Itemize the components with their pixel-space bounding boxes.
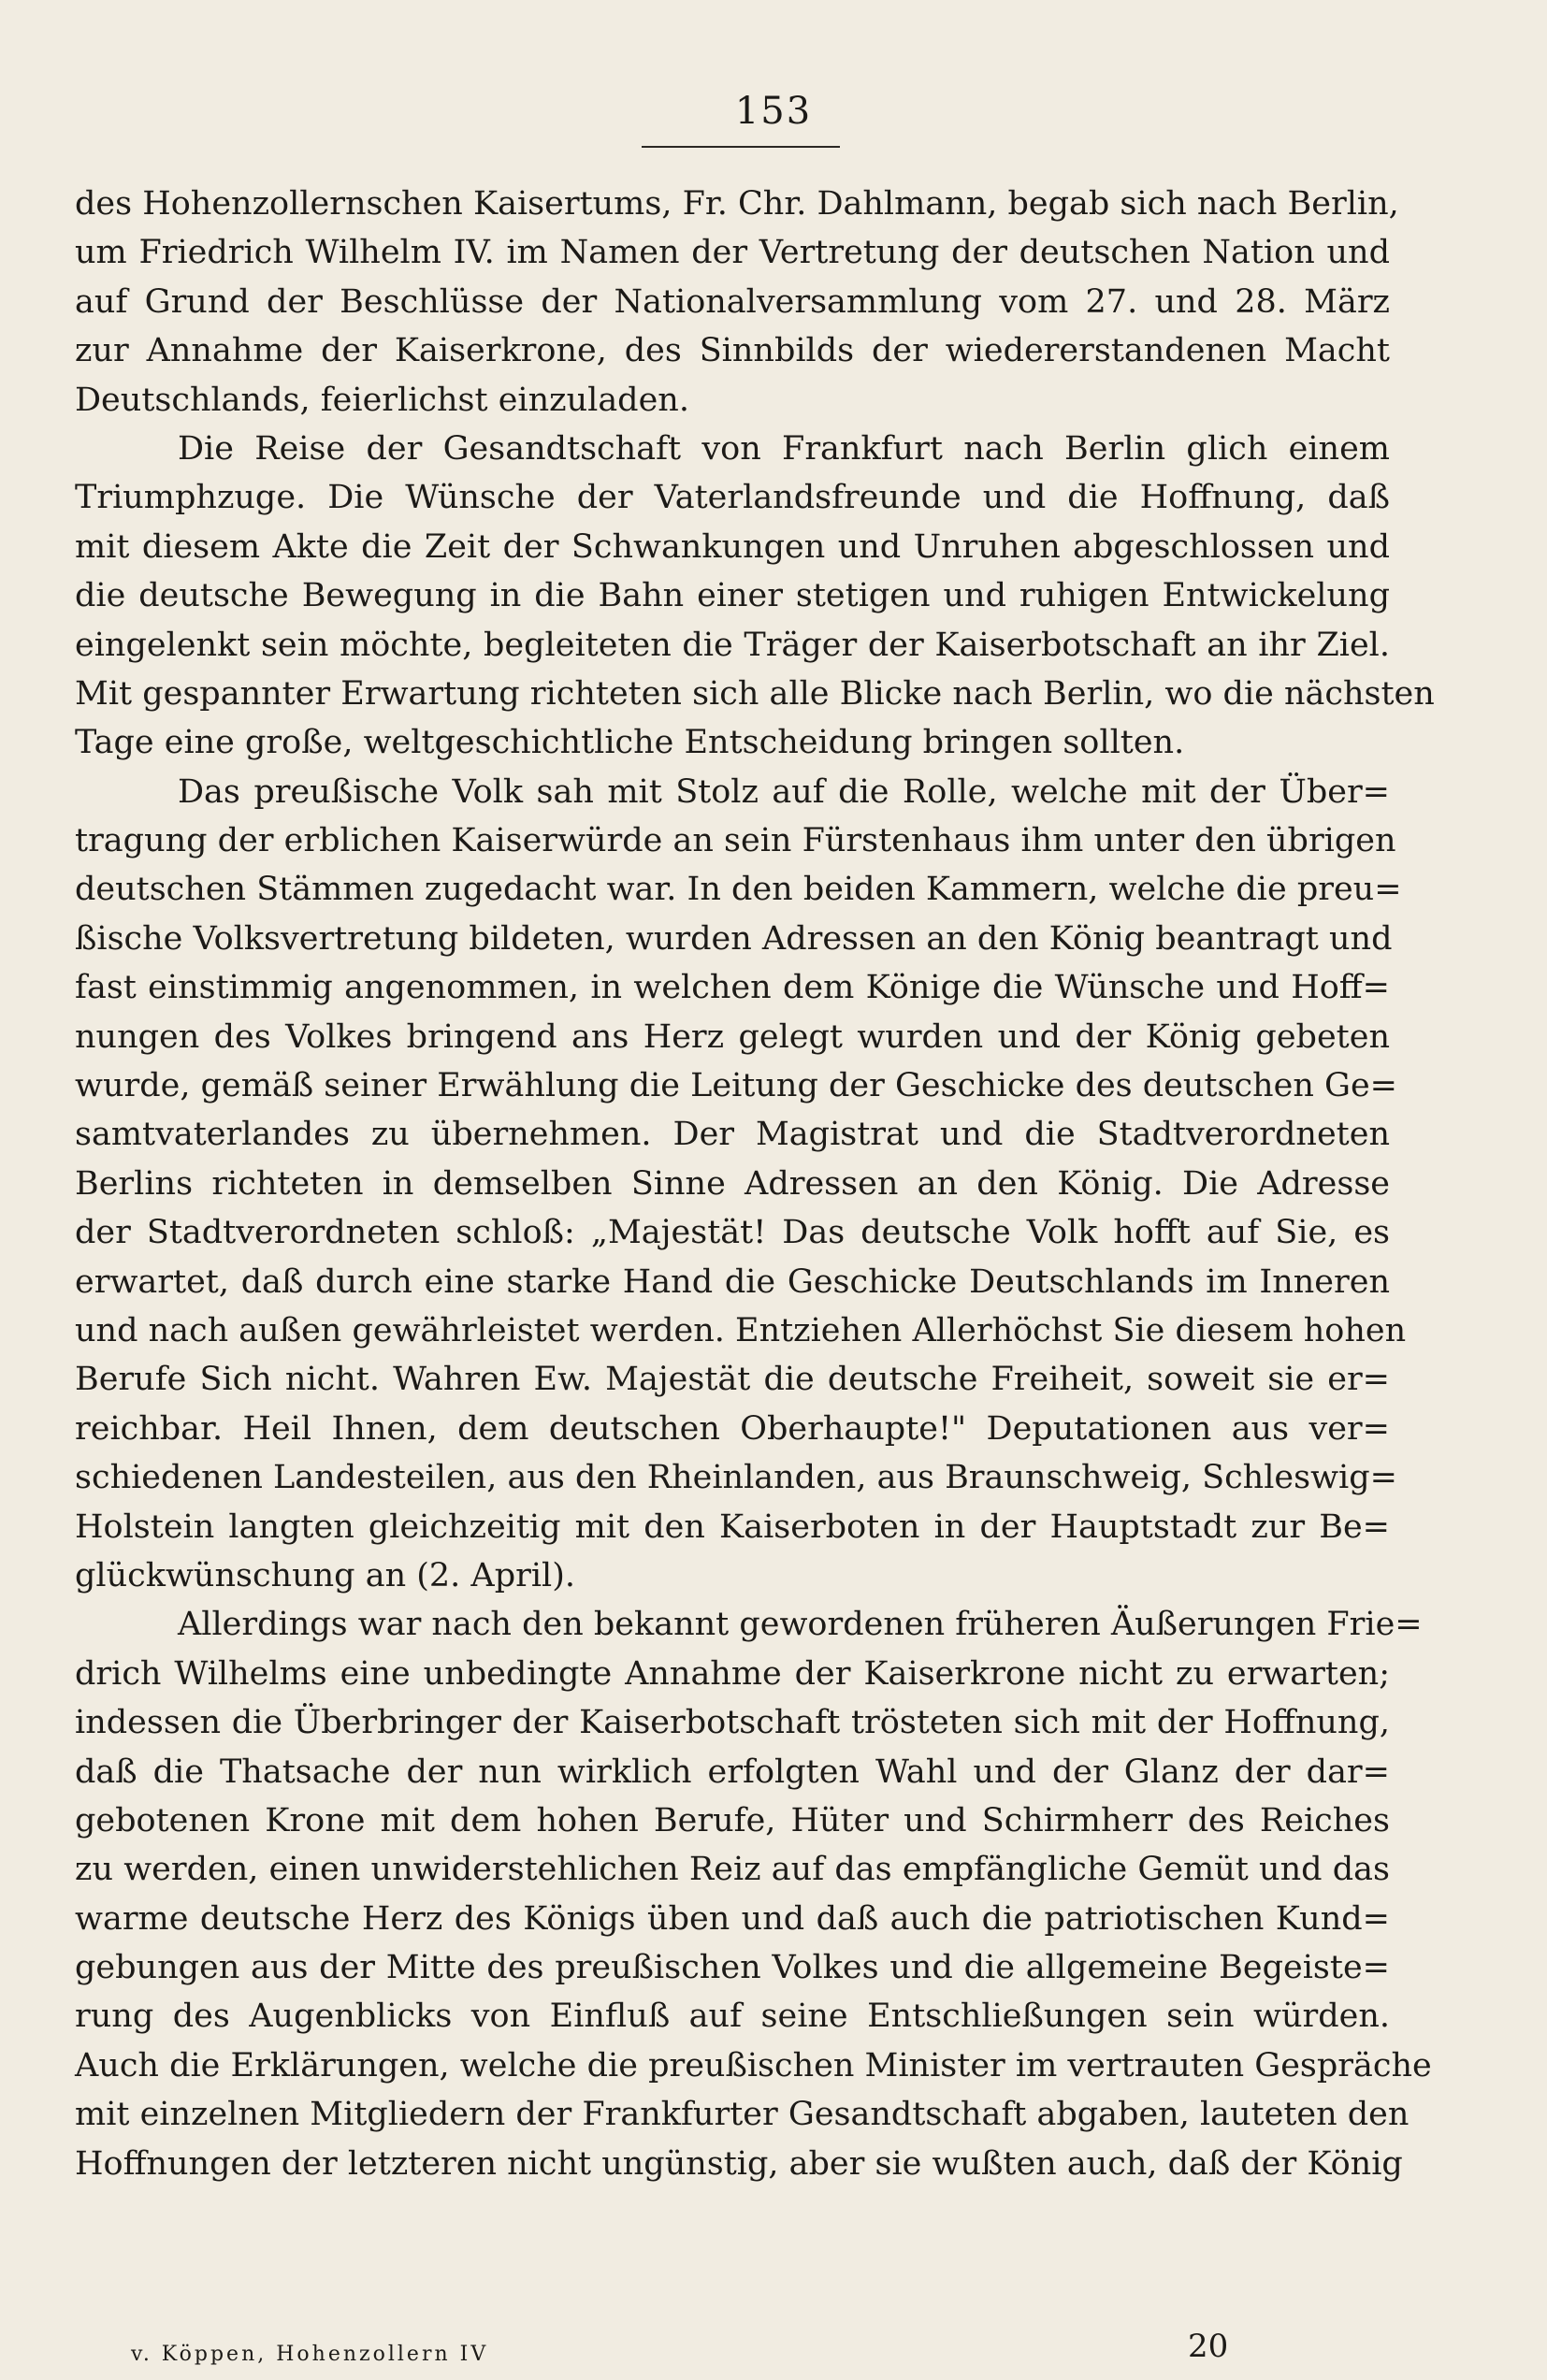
text-line: reichbar. Heil Ihnen, dem deutschen Oberhaupte!" Deputationen aus ver= — [75, 1409, 1390, 1448]
text-line: mit diesem Akte die Zeit der Schwankungen und Unruhen abgeschlossen und — [75, 527, 1390, 566]
text-line: deutschen Stämmen zugedacht war. In den beiden Kammern, welche die preu= — [75, 871, 1402, 909]
text-line: Triumphzuge. Die Wünsche der Vaterlandsfreunde und die Hoffnung, daß — [75, 479, 1390, 517]
text-line: Auch die Erklärungen, welche die preußischen Minister im vertrauten Gespräche — [75, 2046, 1432, 2084]
text-line: der Stadtverordneten schloß: „Majestät! Das deutsche Volk hofft auf Sie, es — [75, 1214, 1390, 1252]
text-line: eingelenkt sein möchte, begleiteten die Träger der Kaiserbotschaft an ihr Ziel. — [75, 626, 1390, 664]
text-line: Die Reise der Gesandtschaft von Frankfurt nach Berlin glich einem — [178, 429, 1390, 468]
text-line: Hoffnungen der letzteren nicht ungünstig, aber sie wußten auch, daß der König — [75, 2144, 1403, 2183]
text-line: indessen die Überbringer der Kaiserbotschaft trösteten sich mit der Hoffnung, — [75, 1704, 1390, 1742]
text-line: auf Grund der Beschlüsse der Nationalversammlung vom 27. und 28. März — [75, 282, 1390, 321]
text-line: drich Wilhelms eine unbedingte Annahme der Kaiserkrone nicht zu erwarten; — [75, 1654, 1390, 1693]
text-line: ßische Volksvertretung bildeten, wurden Adressen an den König beantragt und — [75, 919, 1393, 958]
header-rule — [642, 146, 840, 148]
text-line: schiedenen Landesteilen, aus den Rheinlanden, aus Braunschweig, Schleswig= — [75, 1459, 1397, 1497]
text-line: tragung der erblichen Kaiserwürde an sein Fürstenhaus ihm unter den übrigen — [75, 822, 1396, 860]
text-line: wurde, gemäß seiner Erwählung die Leitung der Geschicke des deutschen Ge= — [75, 1067, 1397, 1105]
text-line: warme deutsche Herz des Königs üben und daß auch die patriotischen Kund= — [75, 1899, 1390, 1938]
text-line: samtvaterlandes zu übernehmen. Der Magistrat und die Stadtverordneten — [75, 1116, 1390, 1154]
text-line: Das preußische Volk sah mit Stolz auf die Rolle, welche mit der Über= — [178, 772, 1390, 811]
text-line: gebotenen Krone mit dem hohen Berufe, Hüter und Schirmherr des Reiches — [75, 1801, 1390, 1839]
text-line: zur Annahme der Kaiserkrone, des Sinnbilds der wiedererstandenen Macht — [75, 332, 1390, 370]
footer-signature: v. Köppen, Hohenzollern IV — [131, 2343, 489, 2366]
text-line: um Friedrich Wilhelm IV. im Namen der Vertretung der deutschen Nation und — [75, 234, 1390, 272]
text-line: Berlins richteten in demselben Sinne Adressen an den König. Die Adresse — [75, 1164, 1390, 1203]
text-line: fast einstimmig angenommen, in welchen dem Könige die Wünsche und Hoff= — [75, 969, 1390, 1007]
text-line: Berufe Sich nicht. Wahren Ew. Majestät die deutsche Freiheit, soweit sie er= — [75, 1361, 1390, 1399]
text-line: rung des Augenblicks von Einfluß auf seine Entschließungen sein würden. — [75, 1998, 1390, 2036]
text-line: nungen des Volkes bringend ans Herz gelegt wurden und der König gebeten — [75, 1017, 1390, 1056]
page-footer — [131, 2328, 1291, 2380]
text-line: erwartet, daß durch eine starke Hand die Geschicke Deutschlands im Inneren — [75, 1262, 1390, 1301]
page-number: 153 — [734, 90, 813, 133]
text-line: und nach außen gewährleistet werden. Entziehen Allerhöchst Sie diesem hohen — [75, 1311, 1407, 1349]
text-line: Holstein langten gleichzeitig mit den Kaiserboten in der Hauptstadt zur Be= — [75, 1507, 1390, 1546]
text-line: gebungen aus der Mitte des preußischen Volkes und die allgemeine Begeiste= — [75, 1949, 1390, 1987]
text-line: Allerdings war nach den bekannt gewordenen früheren Äußerungen Frie= — [178, 1606, 1423, 1644]
body-text — [75, 180, 1435, 2188]
text-line: Tage eine große, weltgeschichtliche Entscheidung bringen sollten. — [75, 724, 1185, 762]
text-line: des Hohenzollernschen Kaisertums, Fr. Chr. Dahlmann, begab sich nach Berlin, — [75, 185, 1399, 223]
text-line: glückwünschung an (2. April). — [75, 1556, 575, 1594]
text-line: Mit gespannter Erwartung richteten sich alle Blicke nach Berlin, wo die nächsten — [75, 674, 1435, 713]
text-line: mit einzelnen Mitgliedern der Frankfurter Gesandtschaft abgaben, lauteten den — [75, 2096, 1410, 2134]
text-line: daß die Thatsache der nun wirklich erfolgten Wahl und der Glanz der dar= — [75, 1753, 1390, 1791]
text-line: die deutsche Bewegung in die Bahn einer stetigen und ruhigen Entwickelung — [75, 577, 1390, 615]
text-line: Deutschlands, feierlichst einzuladen. — [75, 381, 689, 419]
text-line: zu werden, einen unwiderstehlichen Reiz auf das empfängliche Gemüt und das — [75, 1851, 1390, 1889]
sheet-number: 20 — [1188, 2328, 1229, 2365]
